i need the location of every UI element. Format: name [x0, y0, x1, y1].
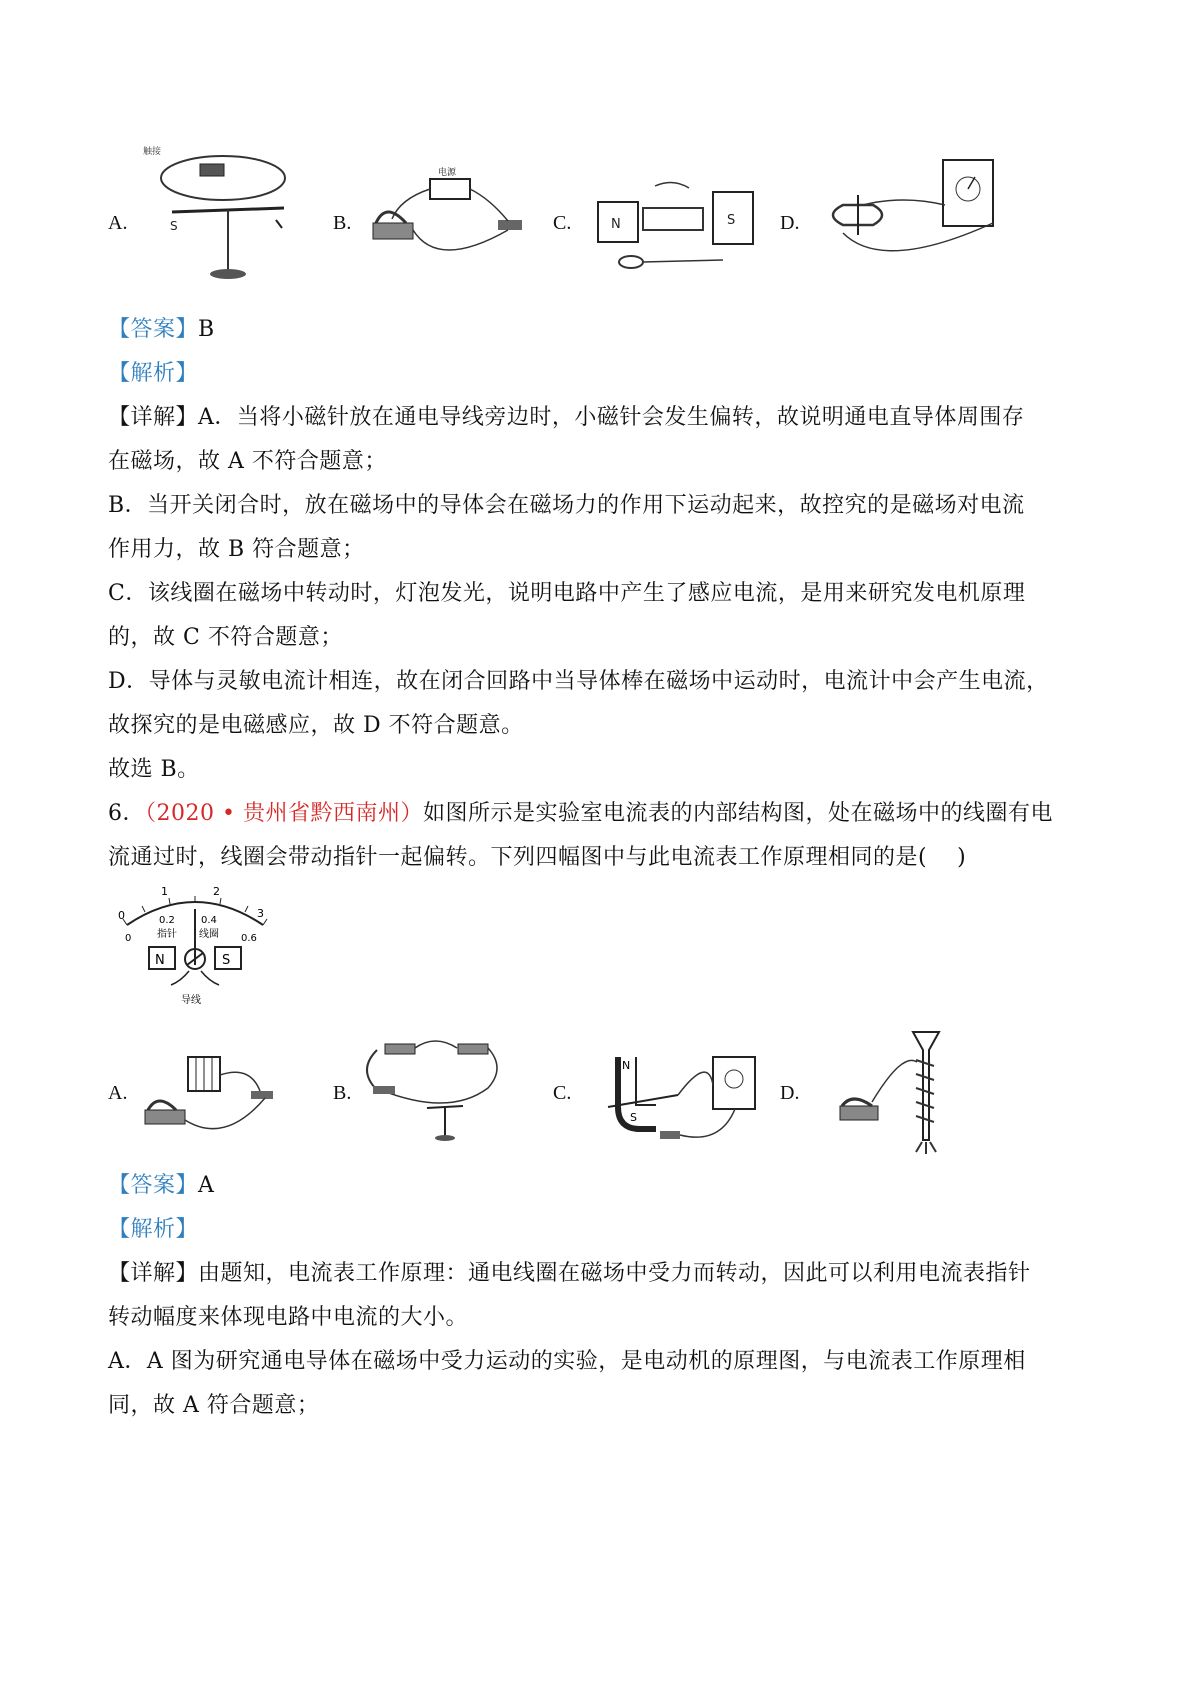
q6-detail-line-1: [108, 1252, 1031, 1296]
meter-bottom-1: 0.2: [159, 915, 175, 926]
q6-answer-tag: 【答案】: [108, 1173, 199, 1198]
meter-top-3: 3: [257, 907, 264, 920]
q6-option-b-letter: B.: [333, 1082, 352, 1104]
meter-bottom-0: 0: [125, 933, 132, 944]
q5-answer-tag: 【答案】: [108, 317, 199, 342]
q5-option-a-letter: A.: [108, 212, 128, 234]
meter-top-1: 1: [161, 885, 168, 898]
q6-option-d-letter: D.: [780, 1082, 800, 1104]
q5-detail-line-1: [108, 396, 1024, 440]
q5-detail-line-6: 的，故 C 不符合题意；: [108, 625, 343, 650]
meter-coil-label: 线圈: [199, 929, 219, 940]
q6-answer-value: A: [198, 1173, 215, 1198]
q6-analysis-tag: 【解析】: [108, 1217, 199, 1242]
q5-analysis-tag: 【解析】: [108, 361, 199, 386]
q6-option-b-figure: [363, 1038, 513, 1143]
q5-option-d-figure: [823, 155, 1003, 285]
q5-answer-line: [108, 308, 215, 352]
meter-top-0: 0: [118, 909, 125, 922]
q6-detail-text-1: 由题知，电流表工作原理：通电线圈在磁场中受力而转动，因此可以利用电流表指针: [198, 1261, 1031, 1286]
q5-conclusion-line: 故选 B。: [108, 757, 200, 782]
q5-analysis-line: [108, 352, 198, 396]
q6-analysis-line: [108, 1208, 198, 1252]
q6-ammeter-figure: [115, 885, 275, 1010]
q6-stem-line-2: 流通过时，线圈会带动指针一起偏转。下列四幅图中与此电流表工作原理相同的是( ): [108, 845, 967, 870]
q5-detail-line-2: 在磁场，故 A 不符合题意；: [108, 449, 387, 474]
q5-option-c-figure: [593, 180, 763, 280]
meter-pointer-label: 指针: [157, 929, 177, 940]
meter-s-label: S: [222, 953, 231, 968]
q6-source: （2020 • 贵州省黔西南州）: [145, 801, 423, 826]
meter-wire-label: 导线: [181, 995, 201, 1006]
q5-detail-text-1: A．当将小磁针放在通电导线旁边时，小磁针会发生偏转，故说明通电直导体周围存: [198, 405, 1025, 430]
svg-text:S: S: [727, 213, 736, 228]
q5-power-label: 电源: [438, 168, 457, 178]
meter-n-label: N: [155, 953, 165, 968]
q6-answer-line: [108, 1164, 214, 1208]
q5-option-b-figure: [358, 165, 528, 275]
meter-bottom-2: 0.4: [201, 915, 217, 926]
q6-detail-line-2: 转动幅度来体现电路中电流的大小。: [108, 1305, 469, 1330]
svg-text:触接: 触接: [143, 147, 162, 157]
q5-detail-line-3: B．当开关闭合时，放在磁场中的导体会在磁场力的作用下运动起来，故控究的是磁场对电流: [108, 493, 1025, 518]
q5-options-figures: [108, 140, 1098, 300]
q6-stem-text-1: 如图所示是实验室电流表的内部结构图，处在磁场中的线圈有电: [422, 801, 1053, 826]
q6-option-a-figure: [133, 1055, 288, 1140]
q5-option-a-figure: [143, 140, 298, 285]
q5-detail-line-8: 故探究的是电磁感应，故 D 不符合题意。: [108, 713, 524, 738]
q6-option-a-letter: A.: [108, 1082, 128, 1104]
q5-answer-value: B: [198, 317, 215, 342]
q5-option-c-letter: C.: [553, 212, 572, 234]
q6-detail-tag: 【详解】: [108, 1261, 199, 1286]
svg-text:S: S: [630, 1111, 637, 1124]
q6-stem-line-1: [108, 792, 1053, 836]
q6-option-d-figure: [818, 1030, 968, 1160]
q5-option-b-letter: B.: [333, 212, 352, 234]
q6-detail-line-3: A．A 图为研究通电导体在磁场中受力运动的实验，是电动机的原理图，与电流表工作原理相: [108, 1349, 1026, 1374]
q6-options-figures: [108, 1010, 1098, 1170]
meter-bottom-3: 0.6: [241, 933, 257, 944]
q5-option-d-letter: D.: [780, 212, 800, 234]
svg-text:N: N: [622, 1059, 631, 1072]
q6-option-c-letter: C.: [553, 1082, 572, 1104]
q5-detail-line-5: C．该线圈在磁场中转动时，灯泡发光，说明电路中产生了感应电流，是用来研究发电机原理: [108, 581, 1026, 606]
q6-option-c-figure: [598, 1045, 763, 1155]
svg-text:S: S: [170, 219, 178, 233]
q5-detail-line-4: 作用力，故 B 符合题意；: [108, 537, 365, 562]
svg-text:N: N: [611, 217, 621, 232]
meter-top-2: 2: [213, 885, 220, 898]
q6-number: 6．: [108, 801, 145, 826]
q6-detail-line-4: 同，故 A 符合题意；: [108, 1393, 320, 1418]
q5-detail-tag: 【详解】: [108, 405, 199, 430]
q5-detail-line-7: D．导体与灵敏电流计相连，故在闭合回路中当导体棒在磁场中运动时，电流计中会产生电流，: [108, 669, 1049, 694]
